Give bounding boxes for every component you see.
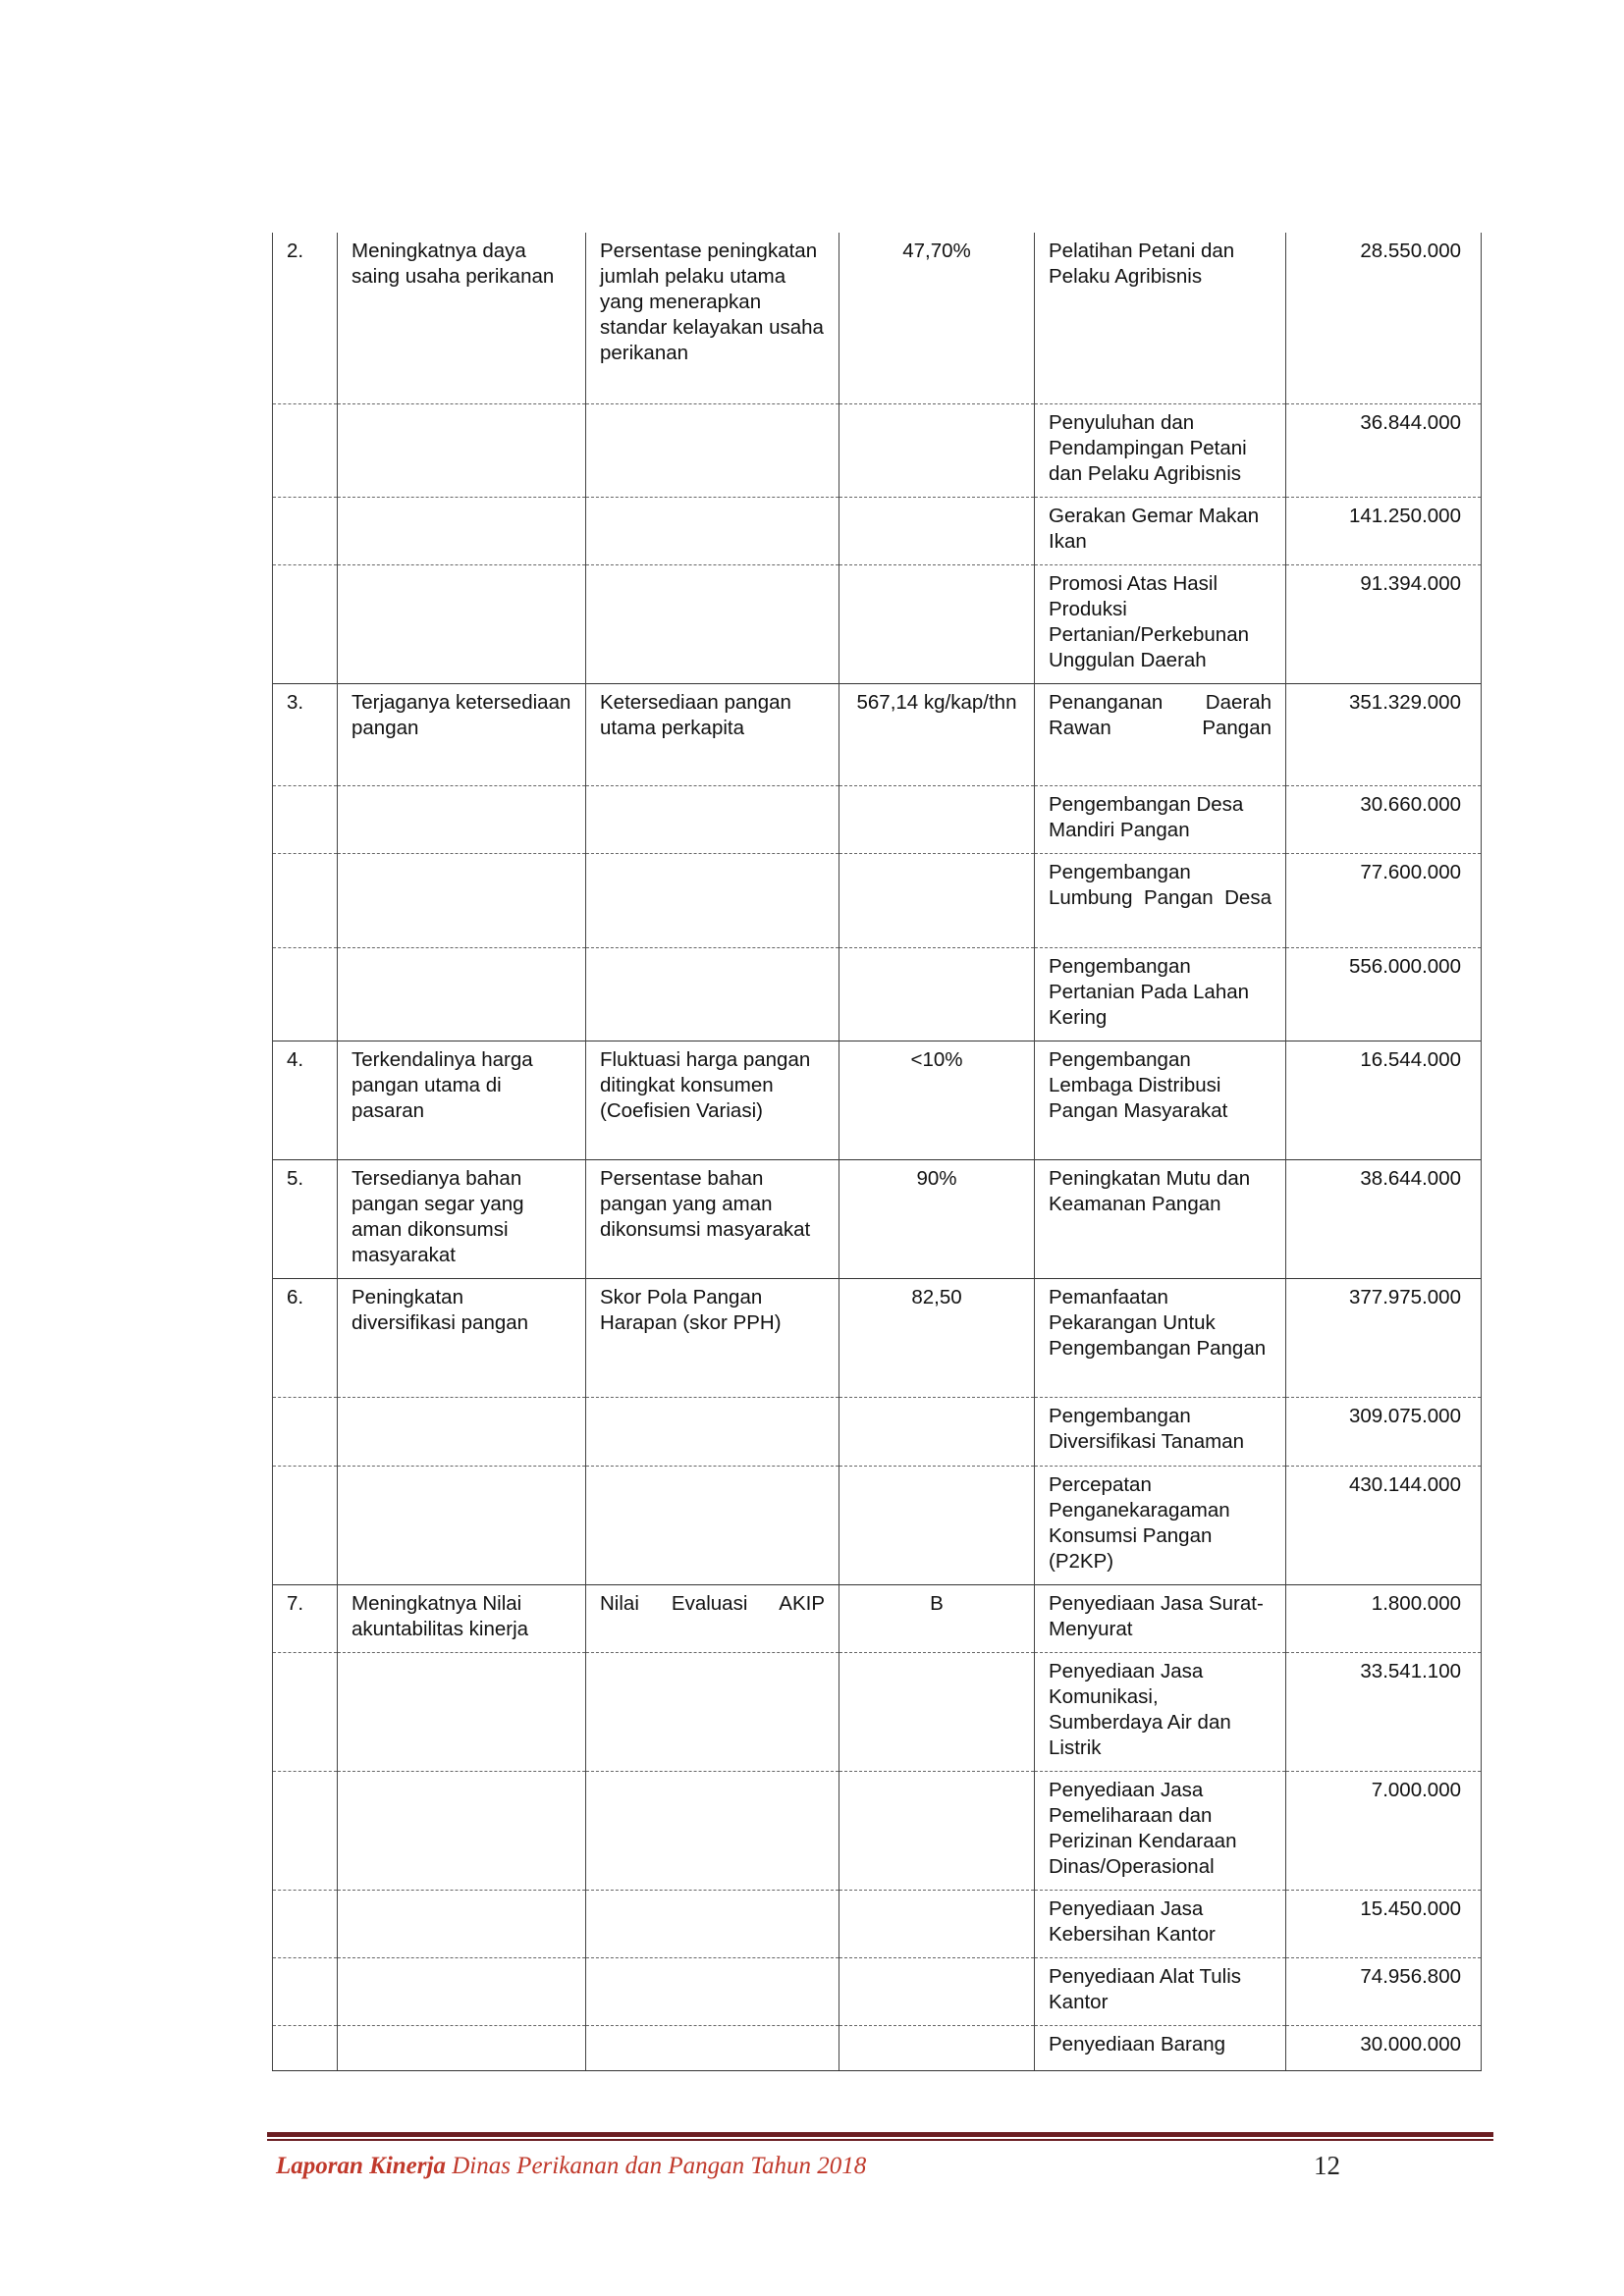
- sasaran-cell: [338, 2025, 586, 2070]
- indikator-cell: [586, 497, 839, 564]
- amount-cell: 351.329.000: [1286, 683, 1482, 785]
- table-row: [273, 947, 1482, 1041]
- indikator-cell: [586, 1957, 839, 2025]
- table-row: [273, 785, 1482, 853]
- program-cell: Percepatan Penganekaragaman Konsumsi Pangan (P2KP): [1035, 1466, 1286, 1584]
- amount-cell: 74.956.800: [1286, 1957, 1482, 2025]
- program-cell: Pengembangan Desa Mandiri Pangan: [1035, 785, 1286, 853]
- row-number: [273, 1652, 338, 1771]
- indikator-cell: Persentase bahan pangan yang aman dikonsumsi masyarakat: [586, 1159, 839, 1278]
- target-cell: [839, 403, 1035, 497]
- amount-cell: 33.541.100: [1286, 1652, 1482, 1771]
- footer-title-rest: Dinas Perikanan dan Pangan Tahun 2018: [452, 2153, 867, 2179]
- amount-cell: 141.250.000: [1286, 497, 1482, 564]
- table-row: [273, 564, 1482, 683]
- sasaran-cell: [338, 785, 586, 853]
- row-number: [273, 1466, 338, 1584]
- indikator-cell: Fluktuasi harga pangan ditingkat konsumen (Coefisien Variasi): [586, 1041, 839, 1159]
- sasaran-cell: Peningkatan diversifikasi pangan: [338, 1278, 586, 1397]
- row-number: [273, 1397, 338, 1466]
- amount-cell: 91.394.000: [1286, 564, 1482, 683]
- table-row: [273, 1278, 1482, 1397]
- sasaran-cell: [338, 853, 586, 947]
- row-number: 7.: [273, 1584, 338, 1652]
- table-row: [273, 853, 1482, 947]
- table-row: [273, 1771, 1482, 1890]
- table-row: [273, 1890, 1482, 1957]
- target-cell: [839, 1890, 1035, 1957]
- program-cell: Penyediaan Alat Tulis Kantor: [1035, 1957, 1286, 2025]
- table-row: [273, 403, 1482, 497]
- program-cell: Penyediaan Jasa Pemeliharaan dan Perizinan Kendaraan Dinas/Operasional: [1035, 1771, 1286, 1890]
- target-cell: 90%: [839, 1159, 1035, 1278]
- target-cell: <10%: [839, 1041, 1035, 1159]
- amount-cell: 30.000.000: [1286, 2025, 1482, 2070]
- row-number: [273, 853, 338, 947]
- row-number: [273, 2025, 338, 2070]
- amount-cell: 38.644.000: [1286, 1159, 1482, 1278]
- row-number: 5.: [273, 1159, 338, 1278]
- program-cell: Pelatihan Petani dan Pelaku Agribisnis: [1035, 233, 1286, 403]
- table-row: [273, 1957, 1482, 2025]
- row-number: 3.: [273, 683, 338, 785]
- table-row: [273, 233, 1482, 403]
- sasaran-cell: [338, 1397, 586, 1466]
- target-cell: [839, 497, 1035, 564]
- table-row: [273, 1466, 1482, 1584]
- row-number: [273, 1771, 338, 1890]
- table-row: [273, 1159, 1482, 1278]
- amount-cell: 30.660.000: [1286, 785, 1482, 853]
- amount-cell: 1.800.000: [1286, 1584, 1482, 1652]
- sasaran-cell: Meningkatnya Nilai akuntabilitas kinerja: [338, 1584, 586, 1652]
- table-row: [273, 497, 1482, 564]
- sasaran-cell: [338, 497, 586, 564]
- program-cell: Pengembangan Pertanian Pada Lahan Kering: [1035, 947, 1286, 1041]
- amount-cell: 36.844.000: [1286, 403, 1482, 497]
- sasaran-cell: [338, 1957, 586, 2025]
- program-cell: Pengembangan Lumbung Pangan Desa: [1035, 853, 1286, 947]
- amount-cell: 309.075.000: [1286, 1397, 1482, 1466]
- target-cell: [839, 947, 1035, 1041]
- table-row: [273, 2025, 1482, 2070]
- row-number: [273, 785, 338, 853]
- target-cell: [839, 2025, 1035, 2070]
- indikator-cell: [586, 403, 839, 497]
- indikator-cell: [586, 853, 839, 947]
- sasaran-cell: Terkendalinya harga pangan utama di pasaran: [338, 1041, 586, 1159]
- target-cell: [839, 1957, 1035, 2025]
- program-cell: Penyediaan Barang: [1035, 2025, 1286, 2070]
- indikator-cell: [586, 2025, 839, 2070]
- target-cell: [839, 1397, 1035, 1466]
- target-cell: [839, 785, 1035, 853]
- amount-cell: 28.550.000: [1286, 233, 1482, 403]
- row-number: 4.: [273, 1041, 338, 1159]
- indikator-cell: Skor Pola Pangan Harapan (skor PPH): [586, 1278, 839, 1397]
- target-cell: 82,50: [839, 1278, 1035, 1397]
- indikator-cell: [586, 947, 839, 1041]
- table-row: [273, 1397, 1482, 1466]
- program-cell: Pemanfaatan Pekarangan Untuk Pengembangan Pangan: [1035, 1278, 1286, 1397]
- sasaran-cell: [338, 947, 586, 1041]
- program-cell: Gerakan Gemar Makan Ikan: [1035, 497, 1286, 564]
- sasaran-cell: [338, 1466, 586, 1584]
- program-cell: Penyediaan Jasa Komunikasi, Sumberdaya Air dan Listrik: [1035, 1652, 1286, 1771]
- program-cell: Penyediaan Jasa Kebersihan Kantor: [1035, 1890, 1286, 1957]
- sasaran-cell: [338, 564, 586, 683]
- indikator-cell: [586, 564, 839, 683]
- row-number: [273, 947, 338, 1041]
- indikator-cell: Persentase peningkatan jumlah pelaku utama yang menerapkan standar kelayakan usaha perikanan: [586, 233, 839, 403]
- program-cell: Promosi Atas Hasil Produksi Pertanian/Perkebunan Unggulan Daerah: [1035, 564, 1286, 683]
- program-cell: Penanganan Daerah Rawan Pangan: [1035, 683, 1286, 785]
- target-cell: [839, 1466, 1035, 1584]
- row-number: [273, 1957, 338, 2025]
- amount-cell: 16.544.000: [1286, 1041, 1482, 1159]
- footer-rule: [267, 2139, 1493, 2141]
- amount-cell: 77.600.000: [1286, 853, 1482, 947]
- table-row: [273, 1041, 1482, 1159]
- target-cell: B: [839, 1584, 1035, 1652]
- program-cell: Pengembangan Diversifikasi Tanaman: [1035, 1397, 1286, 1466]
- row-number: [273, 403, 338, 497]
- amount-cell: 377.975.000: [1286, 1278, 1482, 1397]
- amount-cell: 15.450.000: [1286, 1890, 1482, 1957]
- indikator-cell: Ketersediaan pangan utama perkapita: [586, 683, 839, 785]
- program-cell: Penyediaan Jasa Surat-Menyurat: [1035, 1584, 1286, 1652]
- program-cell: Peningkatan Mutu dan Keamanan Pangan: [1035, 1159, 1286, 1278]
- indikator-cell: Nilai Evaluasi AKIP: [586, 1584, 839, 1652]
- sasaran-cell: [338, 1652, 586, 1771]
- footer-rule: [267, 2132, 1493, 2137]
- sasaran-cell: [338, 1771, 586, 1890]
- target-cell: [839, 1652, 1035, 1771]
- row-number: [273, 1890, 338, 1957]
- sasaran-cell: Tersedianya bahan pangan segar yang aman dikonsumsi masyarakat: [338, 1159, 586, 1278]
- target-cell: 47,70%: [839, 233, 1035, 403]
- program-cell: Pengembangan Lembaga Distribusi Pangan Masyarakat: [1035, 1041, 1286, 1159]
- sasaran-cell: Terjaganya ketersediaan pangan: [338, 683, 586, 785]
- sasaran-cell: [338, 403, 586, 497]
- row-number: 6.: [273, 1278, 338, 1397]
- sasaran-cell: Meningkatnya daya saing usaha perikanan: [338, 233, 586, 403]
- amount-cell: 7.000.000: [1286, 1771, 1482, 1890]
- program-cell: Penyuluhan dan Pendampingan Petani dan Pelaku Agribisnis: [1035, 403, 1286, 497]
- indikator-cell: [586, 1397, 839, 1466]
- row-number: 2.: [273, 233, 338, 403]
- table-row: [273, 683, 1482, 785]
- indikator-cell: [586, 1652, 839, 1771]
- indikator-cell: [586, 1466, 839, 1584]
- indikator-cell: [586, 785, 839, 853]
- page-number: 12: [1314, 2151, 1340, 2180]
- table-row: [273, 1652, 1482, 1771]
- indikator-cell: [586, 1771, 839, 1890]
- target-cell: 567,14 kg/kap/thn: [839, 683, 1035, 785]
- amount-cell: 556.000.000: [1286, 947, 1482, 1041]
- footer-title-bold: Laporan Kinerja: [276, 2153, 446, 2179]
- indikator-cell: [586, 1890, 839, 1957]
- table-row: [273, 1584, 1482, 1652]
- row-number: [273, 564, 338, 683]
- performance-table: [272, 233, 1482, 2071]
- target-cell: [839, 564, 1035, 683]
- target-cell: [839, 853, 1035, 947]
- sasaran-cell: [338, 1890, 586, 1957]
- row-number: [273, 497, 338, 564]
- target-cell: [839, 1771, 1035, 1890]
- footer-title: [276, 2153, 866, 2180]
- amount-cell: 430.144.000: [1286, 1466, 1482, 1584]
